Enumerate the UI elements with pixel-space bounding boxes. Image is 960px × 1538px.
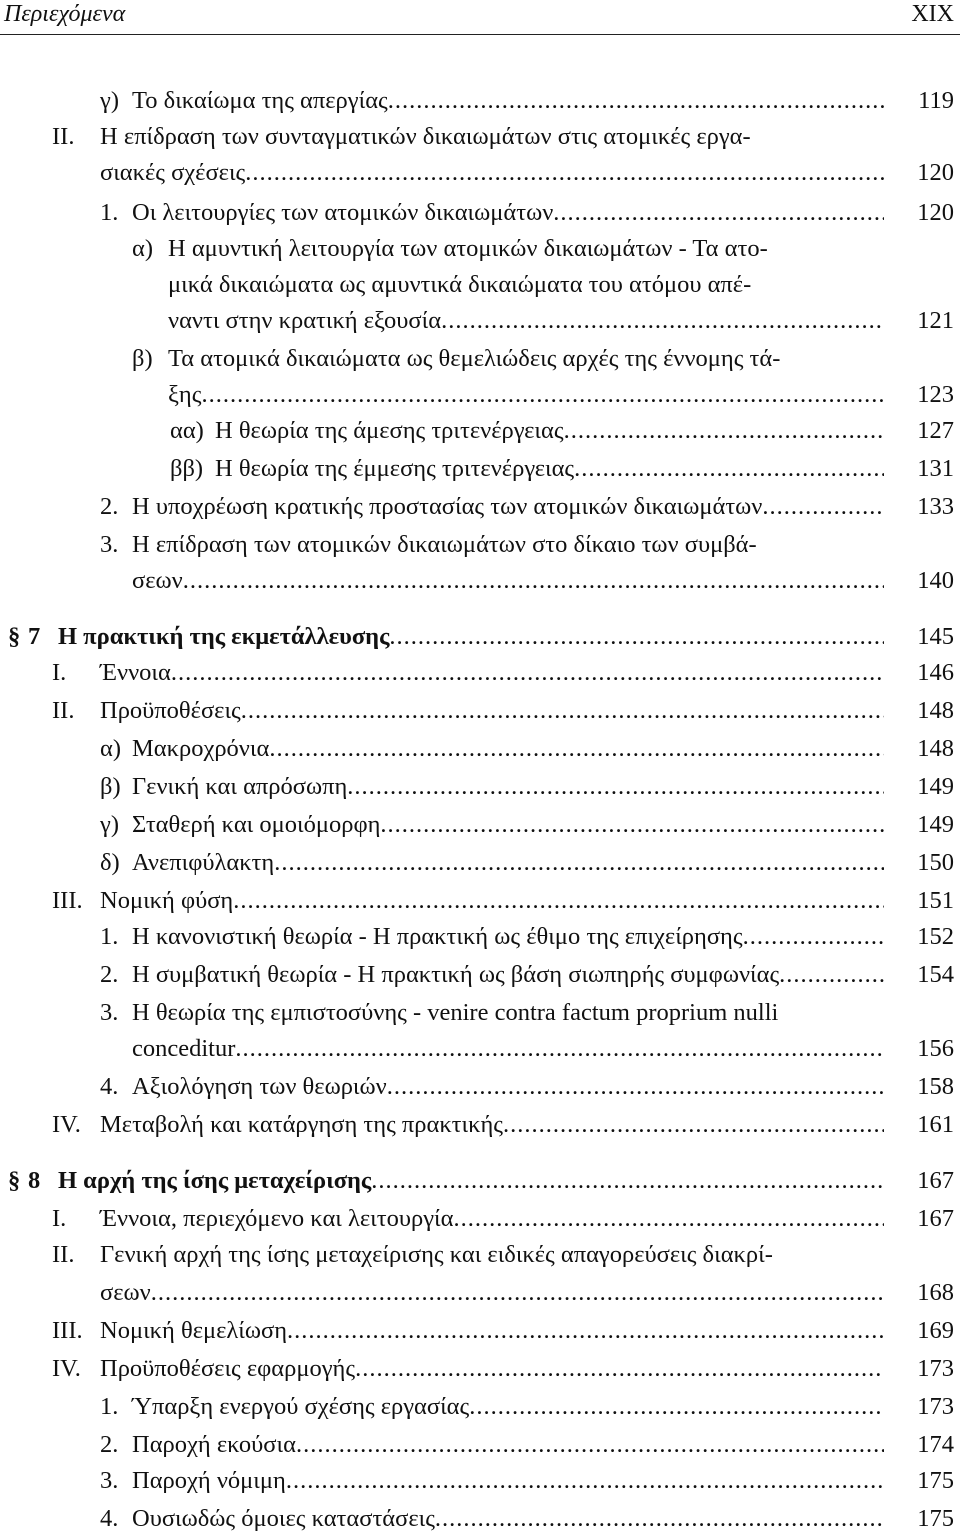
toc-entry-title: σιακές σχέσεις [100, 159, 246, 186]
toc-entry-title: Έννοια [100, 659, 171, 686]
toc-entry-title: Μεταβολή και κατάργηση της πρακτικής [100, 1111, 503, 1138]
toc-entry-title: ναντι στην κρατική εξουσία [168, 307, 442, 334]
toc-entry-page: 146 [917, 659, 954, 686]
toc-entry [0, 232, 960, 266]
dot-leader [388, 84, 884, 118]
dot-leader [269, 732, 884, 766]
toc-entry-page: 156 [917, 1035, 954, 1062]
running-header-title: Περιεχόμενα [4, 1, 126, 27]
toc-entry-leader-row [168, 304, 884, 338]
toc-entry-page: 123 [917, 381, 954, 408]
toc-entry-page: 121 [917, 307, 954, 334]
toc-entry-leader-row [132, 1502, 884, 1536]
dot-leader [274, 846, 884, 880]
toc-entry-leader-row [100, 1276, 884, 1310]
toc-entry-title: Η θεωρία της άμεσης τριτενέργειας [215, 417, 564, 444]
toc-entry [0, 920, 960, 954]
toc-entry-title: Νομική φύση [100, 887, 234, 914]
dot-leader [241, 694, 884, 728]
toc-entry-leader-row [168, 378, 884, 412]
toc-entry-number: α) [100, 735, 121, 762]
toc-entry-number: 4. [100, 1505, 119, 1532]
running-header-page-number: XIX [911, 1, 954, 27]
toc-entry-number: I. [52, 1205, 67, 1232]
toc-entry [0, 620, 960, 654]
toc-entry-page: 131 [917, 455, 954, 482]
toc-entry-leader-row [100, 1202, 884, 1236]
toc-entry-page: 120 [917, 199, 954, 226]
toc-entry-number: 1. [100, 923, 119, 950]
toc-entry [0, 1390, 960, 1424]
dot-leader [387, 1070, 884, 1104]
toc-entry-leader-row [58, 620, 884, 654]
toc-entry-page: 161 [917, 1111, 954, 1138]
toc-entry-title: Έννοια, περιεχόμενο και λειτουργία [100, 1205, 454, 1232]
toc-entry-page: 140 [917, 567, 954, 594]
toc-entry-title: Η συμβατική θεωρία - Η πρακτική ως βάση σιωπηρής συμφωνίας [132, 961, 780, 988]
toc-entry [0, 528, 960, 562]
toc-entry-leader-row [132, 732, 884, 766]
toc-entry [0, 694, 960, 728]
dot-leader [743, 920, 884, 954]
toc-entry-page: 173 [917, 1393, 954, 1420]
toc-entry-title: Η αρχή της ίσης μεταχείρισης [58, 1167, 372, 1194]
toc-entry-page: 167 [917, 1205, 954, 1232]
toc-entry-number: II. [52, 697, 75, 724]
toc-entry-leader-row [100, 884, 884, 918]
toc-entry-number: γ) [100, 87, 119, 114]
toc-entry-page: 133 [917, 493, 954, 520]
dot-leader [453, 1202, 884, 1236]
toc-entry [0, 84, 960, 118]
dot-leader [762, 490, 884, 524]
toc-entry-page: 167 [917, 1167, 954, 1194]
toc-entry-leader-row [215, 414, 884, 448]
toc-entry-title: Η υποχρέωση κρατικής προστασίας των ατομικών δικαιωμάτων [132, 493, 763, 520]
toc-entry-leader-row [132, 84, 884, 118]
toc-entry-number: II. [52, 1241, 75, 1268]
toc-entry-title: Ουσιωδώς όμοιες καταστάσεις [132, 1505, 435, 1532]
toc-entry [0, 1428, 960, 1462]
toc-entry-page: 152 [917, 923, 954, 950]
toc-entry-title: Παροχή εκούσια [132, 1431, 296, 1458]
toc-entry [0, 564, 960, 598]
dot-leader [355, 1352, 884, 1386]
toc-entry-page: 169 [917, 1317, 954, 1344]
dot-leader [151, 1276, 884, 1310]
dot-leader [779, 958, 884, 992]
toc-entry-number: II. [52, 123, 75, 150]
toc-entry-leader-row [100, 1352, 884, 1386]
toc-entry-leader-row [100, 656, 884, 690]
toc-entry [0, 1164, 960, 1198]
toc-entry [0, 1464, 960, 1498]
toc-entry [0, 808, 960, 842]
toc-entry-page: 148 [917, 697, 954, 724]
toc-entry-leader-row [132, 564, 884, 598]
toc-entry-title: Η επίδραση των συνταγματικών δικαιωμάτων στις ατομικές εργα- [100, 123, 751, 150]
toc-entry-leader-row [100, 694, 884, 728]
toc-entry-page: 150 [917, 849, 954, 876]
toc-entry-leader-row [132, 808, 884, 842]
toc-entry-title: Οι λειτουργίες των ατομικών δικαιωμάτων [132, 199, 554, 226]
toc-entry-title: Ύπαρξη ενεργού σχέσης εργασίας [132, 1393, 470, 1420]
toc-entry-title: Η θεωρία της έμμεσης τριτενέργειας [215, 455, 575, 482]
toc-entry-number: 3. [100, 1467, 119, 1494]
toc-entry [0, 1108, 960, 1142]
toc-entry-page: 149 [917, 811, 954, 838]
dot-leader [171, 656, 884, 690]
toc-entry [0, 884, 960, 918]
toc-entry-number: 1. [100, 1393, 119, 1420]
toc-entry-page: 173 [917, 1355, 954, 1382]
toc-entry-title: Η κανονιστική θεωρία - Η πρακτική ως έθιμο της επιχείρησης [132, 923, 743, 950]
toc-entry-title: Μακροχρόνια [132, 735, 270, 762]
toc-entry-title: σεων [132, 567, 183, 594]
toc-entry-number: β) [100, 773, 121, 800]
toc-entry-leader-row [100, 156, 884, 190]
toc-entry [0, 1314, 960, 1348]
toc-entry-title: Παροχή νόμιμη [132, 1467, 286, 1494]
toc-entry-number: 3. [100, 531, 119, 558]
toc-entry-number: IV. [52, 1111, 81, 1138]
dot-leader [441, 304, 884, 338]
toc-entry-title: Η πρακτική της εκμετάλλευσης [58, 623, 390, 650]
toc-entry-number: 4. [100, 1073, 119, 1100]
toc-entry-leader-row [132, 1390, 884, 1424]
toc-entry-title: Σταθερή και ομοιόμορφη [132, 811, 381, 838]
toc-entry-leader-row [215, 452, 884, 486]
toc-entry [0, 1070, 960, 1104]
toc-entry-leader-row [132, 1070, 884, 1104]
toc-entry [0, 996, 960, 1030]
toc-entry-page: 148 [917, 735, 954, 762]
toc-entry [0, 1276, 960, 1310]
toc-entry-page: 154 [917, 961, 954, 988]
toc-entry-page: 120 [917, 159, 954, 186]
toc-entry [0, 1032, 960, 1066]
toc-entry-page: 145 [917, 623, 954, 650]
dot-leader [469, 1390, 884, 1424]
dot-leader [286, 1464, 884, 1498]
toc-entry [0, 304, 960, 338]
toc-entry-page: 175 [917, 1467, 954, 1494]
toc-entry-title: conceditur [132, 1035, 236, 1062]
toc-entry [0, 846, 960, 880]
toc-entry [0, 958, 960, 992]
dot-leader [235, 1032, 884, 1066]
dot-leader [233, 884, 884, 918]
toc-entry [0, 268, 960, 302]
toc-entry-title: Το δικαίωμα της απεργίας [132, 87, 388, 114]
dot-leader [564, 414, 884, 448]
toc-entry [0, 1502, 960, 1536]
toc-entry [0, 414, 960, 448]
toc-entry [0, 732, 960, 766]
toc-entry-title: Αξιολόγηση των θεωριών [132, 1073, 387, 1100]
dot-leader [371, 1164, 884, 1198]
toc-entry [0, 196, 960, 230]
dot-leader [201, 378, 884, 412]
dot-leader [389, 620, 884, 654]
dot-leader [435, 1502, 884, 1536]
toc-entry [0, 1238, 960, 1272]
toc-entry-title: Τα ατομικά δικαιώματα ως θεμελιώδεις αρχές της έννομης τά- [168, 345, 781, 372]
toc-entry [0, 1202, 960, 1236]
toc-entry-leader-row [132, 770, 884, 804]
toc-entry-page: 149 [917, 773, 954, 800]
section-sign: § [8, 1167, 21, 1194]
toc-entry [0, 490, 960, 524]
toc-entry [0, 378, 960, 412]
toc-entry-leader-row [132, 490, 884, 524]
toc-entry-title: Προϋποθέσεις εφαρμογής [100, 1355, 356, 1382]
toc-entry-number: 2. [100, 961, 119, 988]
toc-entry-leader-row [132, 920, 884, 954]
section-sign: § [8, 623, 21, 650]
toc-entry-page: 119 [918, 87, 954, 114]
toc-entry-number: III. [52, 887, 83, 914]
toc-entry-number: 8 [28, 1167, 41, 1194]
toc-entry-number: 2. [100, 493, 119, 520]
toc-entry-leader-row [100, 1314, 884, 1348]
toc-entry-number: γ) [100, 811, 119, 838]
toc-entry [0, 656, 960, 690]
dot-leader [503, 1108, 884, 1142]
toc-entry-title: ξης [168, 381, 202, 408]
toc-entry-page: 174 [917, 1431, 954, 1458]
toc-entry [0, 120, 960, 154]
toc-entry-title: Γενική αρχή της ίσης μεταχείρισης και ειδικές απαγορεύσεις διακρί- [100, 1241, 773, 1268]
toc-entry-leader-row [58, 1164, 884, 1198]
toc-entry-title: Ανεπιφύλακτη [132, 849, 275, 876]
toc-entry [0, 770, 960, 804]
toc-entry-leader-row [132, 196, 884, 230]
toc-entry-leader-row [132, 846, 884, 880]
dot-leader [245, 156, 884, 190]
dot-leader [553, 196, 884, 230]
toc-entry-number: 7 [28, 623, 41, 650]
toc-entry-title: Γενική και απρόσωπη [132, 773, 348, 800]
toc-entry-page: 168 [917, 1279, 954, 1306]
toc-entry [0, 342, 960, 376]
toc-entry-title: Νομική θεμελίωση [100, 1317, 288, 1344]
toc-entry-number: δ) [100, 849, 120, 876]
dot-leader [574, 452, 884, 486]
toc-entry-leader-row [132, 1428, 884, 1462]
toc-entry-title: σεων [100, 1279, 151, 1306]
toc-entry-page: 158 [917, 1073, 954, 1100]
dot-leader [183, 564, 884, 598]
toc-entry-leader-row [132, 1464, 884, 1498]
toc-entry-title: Προϋποθέσεις [100, 697, 241, 724]
toc-entry-title: Η επίδραση των ατομικών δικαιωμάτων στο δίκαιο των συμβά- [132, 531, 757, 558]
toc-entry-title: Η αμυντική λειτουργία των ατομικών δικαιωμάτων - Τα ατο- [168, 235, 768, 262]
toc-entry [0, 1352, 960, 1386]
toc-entry-title: μικά δικαιώματα ως αμυντικά δικαιώματα του ατόμου απέ- [168, 271, 752, 298]
toc-entry-number: α) [132, 235, 153, 262]
toc-entry-leader-row [100, 1108, 884, 1142]
dot-leader [347, 770, 884, 804]
toc-entry-title: Η θεωρία της εμπιστοσύνης - venire contra factum proprium nulli [132, 999, 779, 1026]
toc-entry-number: αα) [170, 417, 204, 444]
toc-entry-page: 127 [917, 417, 954, 444]
toc-entry-number: III. [52, 1317, 83, 1344]
toc-entry-number: IV. [52, 1355, 81, 1382]
toc-entry [0, 156, 960, 190]
toc-entry-leader-row [132, 1032, 884, 1066]
dot-leader [380, 808, 884, 842]
toc-entry-number: 2. [100, 1431, 119, 1458]
dot-leader [296, 1428, 884, 1462]
toc-entry-number: ββ) [170, 455, 204, 482]
dot-leader [287, 1314, 884, 1348]
toc-entry [0, 452, 960, 486]
toc-entry-number: 1. [100, 199, 119, 226]
toc-entry-leader-row [132, 958, 884, 992]
toc-entry-number: I. [52, 659, 67, 686]
toc-entry-page: 151 [917, 887, 954, 914]
toc-entry-number: β) [132, 345, 153, 372]
toc-entry-page: 175 [917, 1505, 954, 1532]
toc-entry-number: 3. [100, 999, 119, 1026]
